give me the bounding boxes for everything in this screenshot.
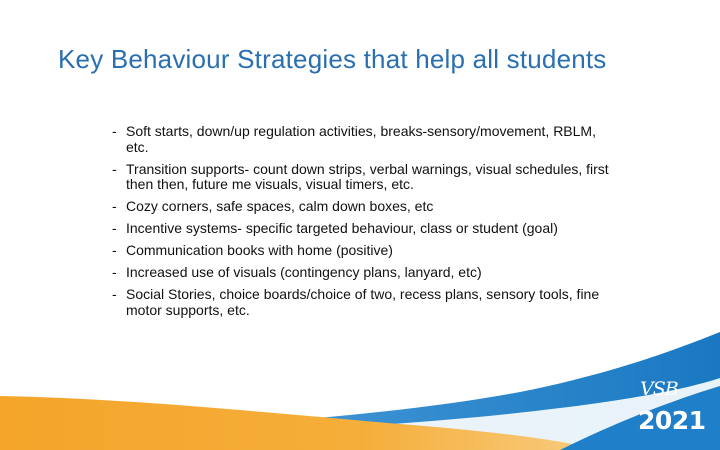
- bullet-dash: -: [112, 220, 117, 236]
- list-item: [112, 162, 612, 193]
- bullet-dash: -: [112, 264, 117, 280]
- bullet-dash: -: [112, 198, 117, 214]
- list-item: [112, 287, 612, 318]
- bullet-text: Soft starts, down/up regulation activities, breaks-sensory/movement, RBLM, etc.: [126, 123, 596, 155]
- list-item: [112, 199, 612, 215]
- slide-title: Key Behaviour Strategies that help all students: [58, 44, 607, 74]
- bullet-dash: -: [112, 242, 117, 258]
- bullet-text: Social Stories, choice boards/choice of two, recess plans, sensory tools, fine motor supports, etc.: [126, 286, 600, 318]
- bullet-dash: -: [112, 286, 117, 302]
- strategy-list: [112, 124, 612, 325]
- bullet-dash: -: [112, 123, 117, 139]
- logo-vsb-text: VSB: [640, 378, 678, 400]
- bullet-dash: -: [112, 160, 117, 177]
- bullet-text: Cozy corners, safe spaces, calm down boxes, etc: [126, 198, 434, 214]
- bullet-text: Incentive systems- specific targeted behaviour, class or student (goal): [126, 220, 558, 236]
- list-item: [112, 243, 612, 259]
- list-item: [112, 265, 612, 281]
- bullet-text: Increased use of visuals (contingency plans, lanyard, etc): [126, 264, 482, 280]
- bullet-text: Transition supports- count down strips, verbal warnings, visual schedules, first then then, future me visuals, visual timers, etc.: [126, 160, 609, 192]
- list-item: [112, 221, 612, 237]
- list-item: [112, 124, 612, 155]
- vsb-2021-logo: [636, 378, 710, 442]
- logo-year-text: 2021: [638, 406, 706, 435]
- bullet-text: Communication books with home (positive): [126, 242, 393, 258]
